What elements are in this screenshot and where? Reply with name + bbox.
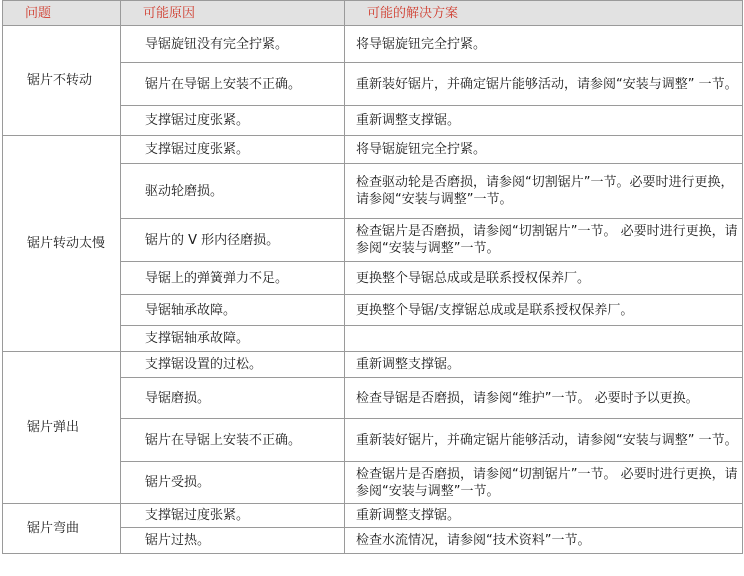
solution-cell: 重新调整支撑锯。 (345, 352, 743, 378)
cause-cell: 锯片过热。 (121, 528, 345, 554)
cause-cell: 支撑锯过度张紧。 (121, 504, 345, 528)
solution-cell: 重新装好锯片，并确定锯片能够活动，请参阅“安装与调整” 一节。 (345, 419, 743, 462)
problem-cell: 锯片转动太慢 (3, 136, 121, 352)
solution-cell: 检查水流情况，请参阅“技术资料”一节。 (345, 528, 743, 554)
cause-cell: 支撑锯轴承故障。 (121, 326, 345, 352)
cause-cell: 锯片在导锯上安装不正确。 (121, 419, 345, 462)
problem-cell: 锯片不转动 (3, 26, 121, 136)
header-problem: 问题 (3, 1, 121, 26)
cause-cell: 导锯旋钮没有完全拧紧。 (121, 26, 345, 63)
solution-cell: 重新装好锯片，并确定锯片能够活动，请参阅“安装与调整” 一节。 (345, 63, 743, 106)
solution-cell: 检查锯片是否磨损，请参阅“切割锯片”一节。 必要时进行更换，请参阅“安装与调整”一节。 (345, 219, 743, 262)
cause-cell: 导锯上的弹簧弹力不足。 (121, 262, 345, 295)
header-cause: 可能原因 (121, 1, 345, 26)
solution-cell: 更换整个导锯总成或是联系授权保养厂。 (345, 262, 743, 295)
solution-cell: 更换整个导锯/支撑锯总成或是联系授权保养厂。 (345, 295, 743, 326)
cause-cell: 锯片的 V 形内径磨损。 (121, 219, 345, 262)
cause-cell: 锯片受损。 (121, 462, 345, 504)
cause-cell: 导锯轴承故障。 (121, 295, 345, 326)
table-row (3, 136, 743, 164)
troubleshooting-table (2, 0, 743, 554)
solution-cell: 检查驱动轮是否磨损，请参阅“切割锯片”一节。必要时进行更换，请参阅“安装与调整”一节。 (345, 164, 743, 219)
header-solution: 可能的解决方案 (345, 1, 743, 26)
table-row (3, 26, 743, 63)
solution-cell: 将导锯旋钮完全拧紧。 (345, 136, 743, 164)
solution-cell: 检查导锯是否磨损，请参阅“维护”一节。 必要时予以更换。 (345, 378, 743, 419)
solution-cell (345, 326, 743, 352)
cause-cell: 支撑锯设置的过松。 (121, 352, 345, 378)
solution-cell: 重新调整支撑锯。 (345, 106, 743, 136)
solution-cell: 重新调整支撑锯。 (345, 504, 743, 528)
table-row (3, 352, 743, 378)
cause-cell: 支撑锯过度张紧。 (121, 106, 345, 136)
solution-cell: 将导锯旋钮完全拧紧。 (345, 26, 743, 63)
table-row (3, 504, 743, 528)
cause-cell: 支撑锯过度张紧。 (121, 136, 345, 164)
problem-cell: 锯片弯曲 (3, 504, 121, 554)
cause-cell: 导锯磨损。 (121, 378, 345, 419)
problem-cell: 锯片弹出 (3, 352, 121, 504)
solution-cell: 检查锯片是否磨损，请参阅“切割锯片”一节。 必要时进行更换，请参阅“安装与调整”一节。 (345, 462, 743, 504)
cause-cell: 驱动轮磨损。 (121, 164, 345, 219)
cause-cell: 锯片在导锯上安装不正确。 (121, 63, 345, 106)
header-row (3, 1, 743, 26)
